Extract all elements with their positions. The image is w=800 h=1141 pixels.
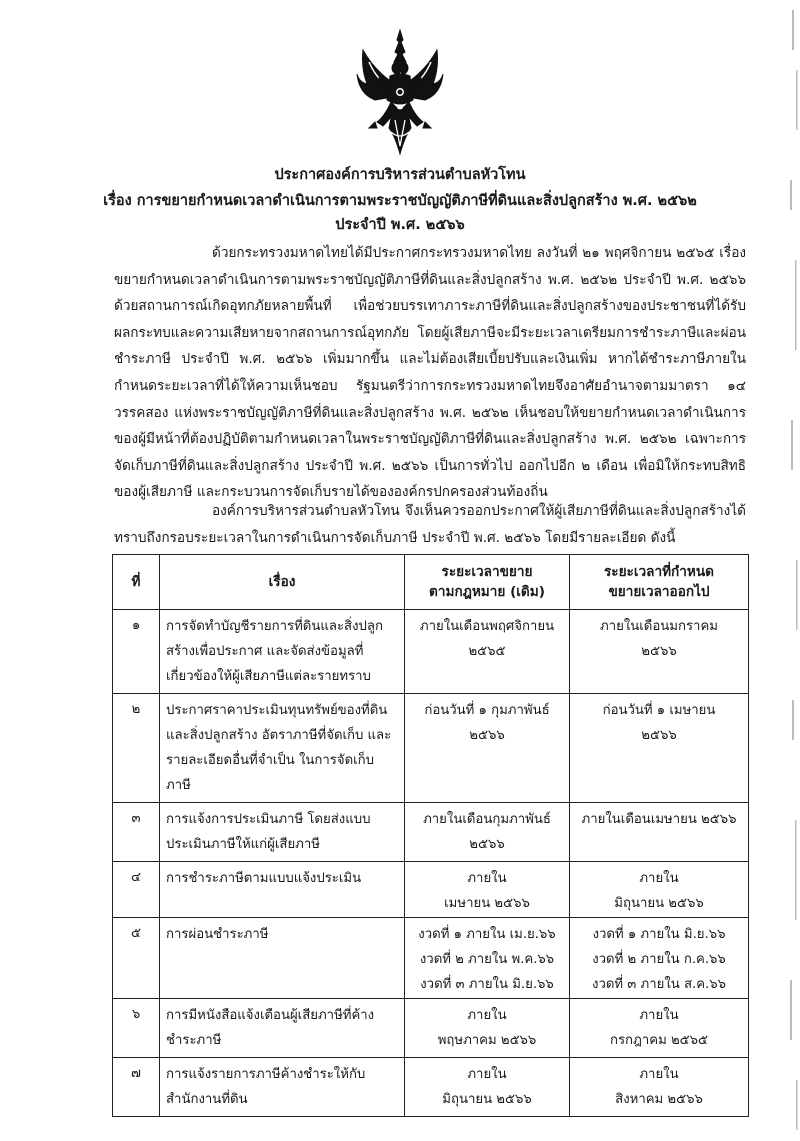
schedule-table	[112, 554, 749, 1117]
period-line: เมษายน ๒๕๖๖	[444, 896, 530, 911]
table-row	[113, 862, 749, 918]
period-line: ภายใน	[467, 1067, 507, 1082]
period-line: ภายในเดือนเมษายน ๒๕๖๖	[581, 812, 737, 827]
period-line: ภายใน	[639, 1067, 679, 1082]
period-line: ภายในเดือนพฤศจิกายน	[419, 619, 555, 634]
period-line: กรกฎาคม ๒๕๖๕	[609, 1033, 709, 1048]
period-line: ภายใน	[467, 1008, 507, 1023]
announcement-subject: เรื่อง การขยายกำหนดเวลาดำเนินการตามพระราชบัญญัติภาษีที่ดินและสิ่งปลูกสร้าง พ.ศ. ๒๕๖๒	[103, 193, 697, 209]
table-row	[113, 918, 749, 999]
table-header-row	[113, 555, 749, 610]
row-extended-period	[570, 862, 749, 918]
period-line: งวดที่ ๑ ภายใน เม.ย.๖๖	[418, 927, 556, 942]
row-extended-period	[570, 803, 749, 862]
header-no: ที่	[113, 555, 160, 610]
announcement-title: ประกาศองค์การบริหารส่วนตำบลหัวโทน	[274, 167, 526, 183]
table-body	[113, 610, 749, 1117]
row-original-period	[405, 1058, 570, 1117]
row-original-period	[405, 918, 570, 999]
period-line: ภายในเดือนกุมภาพันธ์	[423, 812, 551, 827]
header-extended-line-1: ระยะเวลาที่กำหนด	[603, 564, 715, 580]
period-line: สิงหาคม ๒๕๖๖	[615, 1092, 703, 1107]
header-original	[405, 555, 570, 610]
period-line: งวดที่ ๓ ภายใน ส.ค.๖๖	[592, 977, 726, 992]
period-line: ๒๕๖๕	[468, 644, 506, 659]
header-extended	[570, 555, 749, 610]
row-subject: การจัดทำบัญชีรายการที่ดินและสิ่งปลูกสร้างเพื่อประกาศ และจัดส่งข้อมูลที่เกี่ยวข้องให้ผู้เสียภาษีแต่ละรายทราบ	[160, 610, 405, 694]
row-extended-period	[570, 1058, 749, 1117]
header-extended-line-2: ขยายเวลาออกไป	[608, 584, 710, 600]
row-subject: การผ่อนชำระภาษี	[160, 918, 405, 999]
row-original-period	[405, 999, 570, 1058]
row-original-period	[405, 862, 570, 918]
row-subject: การชำระภาษีตามแบบแจ้งประเมิน	[160, 862, 405, 918]
row-extended-period	[570, 918, 749, 999]
row-number: ๒	[113, 694, 160, 803]
body-paragraph-2: องค์การบริหารส่วนตำบลหัวโทน จึงเห็นควรออกประกาศให้ผู้เสียภาษีที่ดินและสิ่งปลูกสร้างได้ทราบถึงกรอบระยะเวลาในการดำเนินการจัดเก็บภาษี ประจำปี พ.ศ. ๒๕๖๖ โดยมีรายละเอียด ดังนี้	[114, 503, 746, 546]
table-row	[113, 694, 749, 803]
period-line: พฤษภาคม ๒๕๖๖	[437, 1033, 537, 1048]
period-line: ภายใน	[639, 1008, 679, 1023]
row-number: ๕	[113, 918, 160, 999]
period-line: ภายใน	[467, 871, 507, 886]
table-row	[113, 803, 749, 862]
table-row	[113, 999, 749, 1058]
row-subject: การแจ้งการประเมินภาษี โดยส่งแบบประเมินภาษีให้แก่ผู้เสียภาษี	[160, 803, 405, 862]
period-line: งวดที่ ๒ ภายใน ก.ค.๖๖	[592, 952, 726, 967]
period-line: ๒๕๖๖	[641, 644, 677, 659]
row-subject: ประกาศราคาประเมินทุนทรัพย์ของที่ดินและสิ่งปลูกสร้าง อัตราภาษีที่จัดเก็บ และรายละเอียดอื่นที่จำเป็น ในการจัดเก็บภาษี	[160, 694, 405, 803]
period-line: ก่อนวันที่ ๑ กุมภาพันธ์	[424, 703, 550, 718]
row-original-period	[405, 803, 570, 862]
header-original-line-1: ระยะเวลาขยาย	[441, 564, 533, 580]
period-line: ๒๕๖๖	[641, 728, 677, 743]
row-number: ๓	[113, 803, 160, 862]
row-subject: การแจ้งรายการภาษีค้างชำระให้กับสำนักงานที่ดิน	[160, 1058, 405, 1117]
body-paragraph-1: ด้วยกระทรวงมหาดไทยได้มีประกาศกระทรวงมหาดไทย ลงวันที่ ๒๑ พฤศจิกายน ๒๕๖๕ เรื่องขยายกำหนดเวลาดำเนินการตามพระราชบัญญัติภาษีที่ดินและสิ่งปลูกสร้าง พ.ศ. ๒๕๖๒ ประจำปี พ.ศ. ๒๕๖๖ ด้วยสถานการณ์เกิดอุทกภัยหลายพื้นที่ เพื่อช่วยบรรเทาภาระภาษีที่ดินและสิ่งปลูกสร้างของประชาชนที่ได้รับผลกระทบและความเสียหายจากสถานการณ์อุทกภัย โดยผู้เสียภาษีจะมีระยะเวลาเตรียมการชำระภาษีและผ่อนชำระภาษี ประจำปี พ.ศ. ๒๕๖๖ เพิ่มมากขึ้น และไม่ต้องเสียเบี้ยปรับและเงินเพิ่ม หากได้ชำระภาษีภายในกำหนดระยะเวลาที่ได้ให้ความเห็นชอบ รัฐมนตรีว่าการกระทรวงมหาดไทยจึงอาศัยอำนาจตามมาตรา ๑๔ วรรคสอง แห่งพระราชบัญญัติภาษีที่ดินและสิ่งปลูกสร้าง พ.ศ. ๒๕๖๒ เห็นชอบให้ขยายกำหนดเวลาดำเนินการของผู้มีหน้าที่ต้องปฏิบัติตามกำหนดเวลาในพระราชบัญญัติภาษีที่ดินและสิ่งปลูกสร้าง พ.ศ. ๒๕๖๒ เฉพาะการจัดเก็บภาษีที่ดินและสิ่งปลูกสร้าง ประจำปี พ.ศ. ๒๕๖๖ เป็นการทั่วไป ออกไปอีก ๒ เดือน เพื่อมิให้กระทบสิทธิของผู้เสียภาษี และกระบวนการจัดเก็บรายได้ขององค์กรปกครองส่วนท้องถิ่น	[114, 245, 746, 501]
row-number: ๗	[113, 1058, 160, 1117]
announcement-year: ประจำปี พ.ศ. ๒๕๖๖	[335, 217, 465, 233]
period-line: ก่อนวันที่ ๑ เมษายน	[602, 703, 716, 718]
period-line: ๒๕๖๖	[469, 837, 505, 852]
row-original-period	[405, 694, 570, 803]
period-line: งวดที่ ๑ ภายใน มิ.ย.๖๖	[592, 927, 726, 942]
row-subject: การมีหนังสือแจ้งเตือนผู้เสียภาษีที่ค้างชำระภาษี	[160, 999, 405, 1058]
header-subject: เรื่อง	[160, 555, 405, 610]
row-number: ๖	[113, 999, 160, 1058]
period-line: มิถุนายน ๒๕๖๖	[442, 1092, 532, 1107]
table-row	[113, 610, 749, 694]
row-extended-period	[570, 610, 749, 694]
row-original-period	[405, 610, 570, 694]
period-line: งวดที่ ๓ ภายใน มิ.ย.๖๖	[420, 977, 554, 992]
period-line: ภายในเดือนมกราคม	[600, 619, 718, 634]
row-number: ๔	[113, 862, 160, 918]
period-line: ๒๕๖๖	[469, 728, 505, 743]
row-number: ๑	[113, 610, 160, 694]
garuda-emblem-icon	[355, 28, 445, 168]
period-line: มิถุนายน ๒๕๖๖	[614, 896, 704, 911]
row-extended-period	[570, 694, 749, 803]
period-line: ภายใน	[639, 871, 679, 886]
row-extended-period	[570, 999, 749, 1058]
table-row	[113, 1058, 749, 1117]
period-line: งวดที่ ๒ ภายใน พ.ค.๖๖	[419, 952, 555, 967]
scan-edge-noise	[778, 0, 800, 1141]
header-original-line-2: ตามกฎหมาย (เดิม)	[429, 584, 545, 600]
